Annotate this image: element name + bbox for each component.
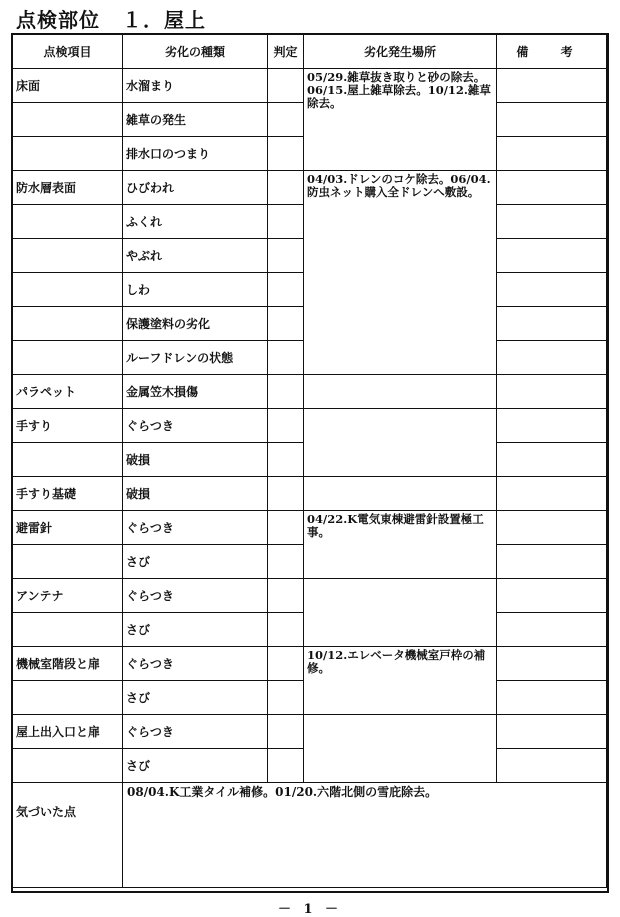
- judgement-cell: [268, 477, 304, 511]
- inspection-table: [12, 34, 607, 888]
- inspection-item-empty: [13, 205, 123, 239]
- notes-cell: [497, 69, 607, 103]
- deterioration-location: 05/29.雑草抜き取りと砂の除去。06/15.屋上雑草除去。10/12.雑草除去。: [304, 69, 497, 171]
- deterioration-type: ぐらつき: [123, 511, 268, 545]
- table-row: [13, 69, 607, 103]
- judgement-cell: [268, 137, 304, 171]
- deterioration-type: ぐらつき: [123, 579, 268, 613]
- deterioration-location: [304, 715, 497, 783]
- deterioration-location: 04/22.K電気東棟避雷針設置極工事。: [304, 511, 497, 579]
- judgement-cell: [268, 545, 304, 579]
- deterioration-type: 保護塗料の劣化: [123, 307, 268, 341]
- deterioration-type: さび: [123, 749, 268, 783]
- notes-cell: [497, 681, 607, 715]
- inspection-item-empty: [13, 307, 123, 341]
- comments-row: [13, 783, 607, 888]
- deterioration-type: ひびわれ: [123, 171, 268, 205]
- deterioration-type: さび: [123, 613, 268, 647]
- inspection-item-empty: [13, 341, 123, 375]
- judgement-cell: [268, 443, 304, 477]
- inspection-item-empty: [13, 613, 123, 647]
- inspection-item-empty: [13, 545, 123, 579]
- judgement-cell: [268, 273, 304, 307]
- judgement-cell: [268, 511, 304, 545]
- judgement-cell: [268, 681, 304, 715]
- deterioration-type: 水溜まり: [123, 69, 268, 103]
- deterioration-type: 破損: [123, 443, 268, 477]
- deterioration-type: ぐらつき: [123, 409, 268, 443]
- header-type: 劣化の種類: [123, 35, 268, 69]
- deterioration-type: ルーフドレンの状態: [123, 341, 268, 375]
- inspection-item-empty: [13, 103, 123, 137]
- page-number: － 1 －: [277, 902, 343, 917]
- judgement-cell: [268, 341, 304, 375]
- notes-cell: [497, 715, 607, 749]
- header-judge: 判定: [268, 35, 304, 69]
- title-name: １．屋上: [122, 8, 206, 32]
- inspection-item: 屋上出入口と扉: [13, 715, 123, 749]
- comments-text: 08/04.K工業タイル補修。01/20.六階北側の雪庇除去。: [123, 783, 607, 888]
- deterioration-location: [304, 477, 497, 511]
- table-row: [13, 579, 607, 613]
- notes-cell: [497, 375, 607, 409]
- inspection-item: 手すり基礎: [13, 477, 123, 511]
- notes-cell: [497, 205, 607, 239]
- inspection-item: アンテナ: [13, 579, 123, 613]
- deterioration-type: 金属笠木損傷: [123, 375, 268, 409]
- notes-cell: [497, 443, 607, 477]
- table-row: [13, 511, 607, 545]
- judgement-cell: [268, 647, 304, 681]
- deterioration-location: [304, 409, 497, 477]
- table-row: [13, 647, 607, 681]
- judgement-cell: [268, 579, 304, 613]
- inspection-item-empty: [13, 749, 123, 783]
- header-notes: 備 考: [497, 35, 607, 69]
- judgement-cell: [268, 69, 304, 103]
- table-row: [13, 409, 607, 443]
- inspection-item: 防水層表面: [13, 171, 123, 205]
- inspection-item-empty: [13, 137, 123, 171]
- deterioration-type: しわ: [123, 273, 268, 307]
- table-row: [13, 375, 607, 409]
- judgement-cell: [268, 749, 304, 783]
- table-row: [13, 477, 607, 511]
- inspection-item: 機械室階段と扉: [13, 647, 123, 681]
- inspection-item: パラペット: [13, 375, 123, 409]
- inspection-item: 手すり: [13, 409, 123, 443]
- deterioration-type: 破損: [123, 477, 268, 511]
- deterioration-type: ぐらつき: [123, 715, 268, 749]
- notes-cell: [497, 477, 607, 511]
- inspection-item: 避雷針: [13, 511, 123, 545]
- deterioration-location: [304, 375, 497, 409]
- judgement-cell: [268, 715, 304, 749]
- table-row: [13, 715, 607, 749]
- page-title: [16, 4, 206, 33]
- judgement-cell: [268, 239, 304, 273]
- judgement-cell: [268, 307, 304, 341]
- judgement-cell: [268, 171, 304, 205]
- notes-cell: [497, 647, 607, 681]
- notes-cell: [497, 545, 607, 579]
- deterioration-location: [304, 579, 497, 647]
- deterioration-location: 10/12.エレベータ機械室戸枠の補修。: [304, 647, 497, 715]
- deterioration-type: 雑草の発生: [123, 103, 268, 137]
- notes-cell: [497, 409, 607, 443]
- inspection-item-empty: [13, 681, 123, 715]
- deterioration-type: ぐらつき: [123, 647, 268, 681]
- deterioration-type: ふくれ: [123, 205, 268, 239]
- notes-cell: [497, 103, 607, 137]
- notes-cell: [497, 171, 607, 205]
- header-item: 点検項目: [13, 35, 123, 69]
- notes-cell: [497, 579, 607, 613]
- judgement-cell: [268, 375, 304, 409]
- table-row: [13, 171, 607, 205]
- judgement-cell: [268, 103, 304, 137]
- inspection-item-empty: [13, 239, 123, 273]
- notes-cell: [497, 137, 607, 171]
- notes-cell: [497, 239, 607, 273]
- comments-label: 気づいた点: [13, 783, 123, 888]
- deterioration-location: 04/03.ドレンのコケ除去。06/04.防虫ネット購入全ドレンへ敷設。: [304, 171, 497, 375]
- deterioration-type: やぶれ: [123, 239, 268, 273]
- title-part: 点検部位: [16, 8, 100, 32]
- judgement-cell: [268, 205, 304, 239]
- inspection-item-empty: [13, 443, 123, 477]
- notes-cell: [497, 273, 607, 307]
- notes-cell: [497, 749, 607, 783]
- notes-cell: [497, 511, 607, 545]
- judgement-cell: [268, 613, 304, 647]
- inspection-item-empty: [13, 273, 123, 307]
- inspection-item: 床面: [13, 69, 123, 103]
- notes-cell: [497, 307, 607, 341]
- deterioration-type: 排水口のつまり: [123, 137, 268, 171]
- notes-cell: [497, 613, 607, 647]
- deterioration-type: さび: [123, 681, 268, 715]
- judgement-cell: [268, 409, 304, 443]
- header-row: [13, 35, 607, 69]
- notes-cell: [497, 341, 607, 375]
- deterioration-type: さび: [123, 545, 268, 579]
- header-location: 劣化発生場所: [304, 35, 497, 69]
